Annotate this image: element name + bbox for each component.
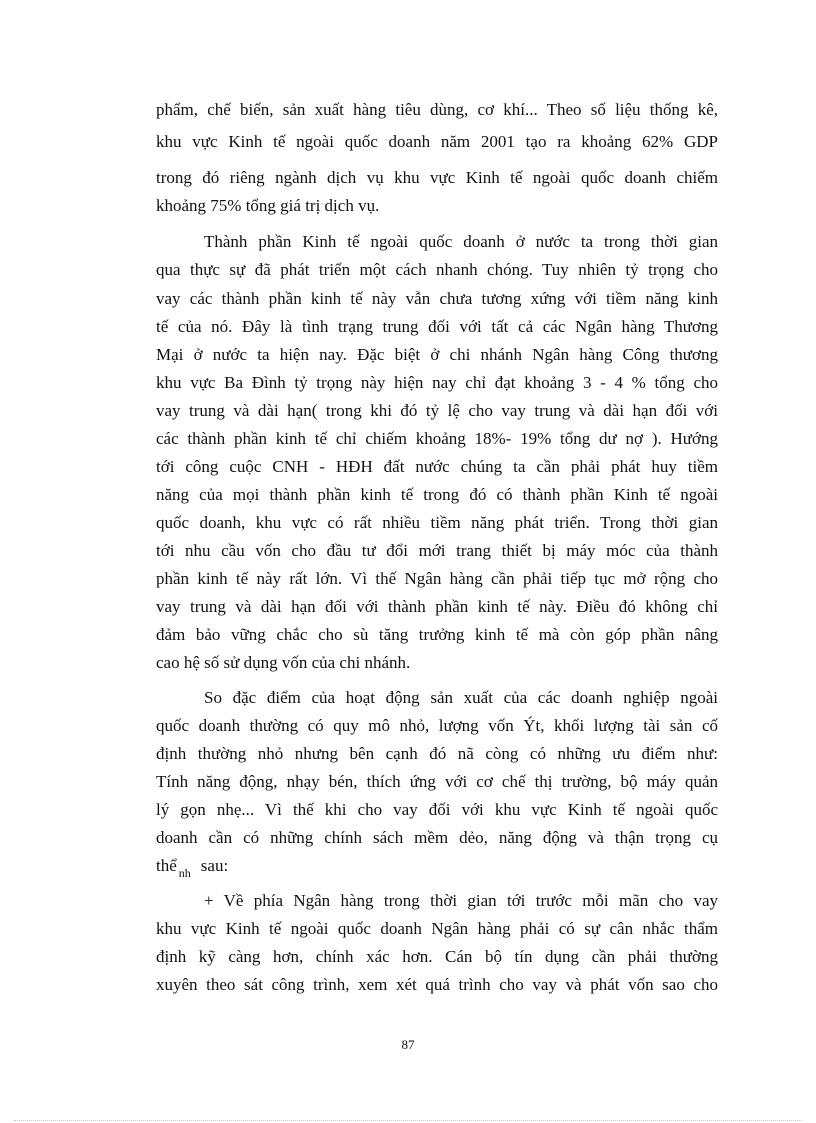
text-line: khu vực Ba Đình tỷ trọng này hiện nay chỉ đạt khoảng 3 - 4 % tổng cho xyxy=(156,373,718,392)
text-line xyxy=(156,855,718,878)
text-line: khu vực Kinh tế ngoài quốc doanh Ngân hàng phải có sự cân nhắc thẩm xyxy=(156,919,718,938)
text-line: qua thực sự đã phát triển một cách nhanh chóng. Tuy nhiên tỷ trọng cho xyxy=(156,260,718,279)
text-line: định thường nhỏ nhưng bên cạnh đó nã còng có những ưu điểm như: xyxy=(156,744,718,763)
text-fragment: thể xyxy=(156,856,177,875)
text-line: năng của mọi thành phần kinh tế trong đó có thành phần Kinh tế ngoài xyxy=(156,485,718,504)
text-line: định kỹ càng hơn, chính xác hơn. Cán bộ tín dụng cần phải thường xyxy=(156,947,718,966)
text-line: vay các thành phần kinh tế này vẫn chưa tương xứng với tiềm năng kinh xyxy=(156,289,718,308)
text-line: vay trung và dài hạn đối với thành phần kinh tế này. Điều đó không chỉ xyxy=(156,597,718,616)
text-line: So đặc điểm của hoạt động sản xuất của các doanh nghiệp ngoài xyxy=(204,688,718,707)
page-bottom-divider xyxy=(14,1120,802,1121)
text-line: + Về phía Ngân hàng trong thời gian tới trước mỗi mãn cho vay xyxy=(204,891,718,910)
text-line: quốc doanh thường có quy mô nhỏ, lượng vốn Ýt, khối lượng tài sản cố xyxy=(156,716,718,735)
text-line: khoảng 75% tổng giá trị dịch vụ. xyxy=(156,196,380,215)
text-line: Tính năng động, nhạy bén, thích ứng với cơ chế thị trường, bộ máy quản xyxy=(156,772,718,791)
text-fragment: sau: xyxy=(200,856,229,875)
text-line: tế của nó. Đây là tình trạng trung đối với tất cả các Ngân hàng Thương xyxy=(156,317,718,336)
text-line: quốc doanh, khu vực có rất nhiều tiềm năng phát triển. Trong thời gian xyxy=(156,513,718,532)
text-line: vay trung và dài hạn( trong khi đó tỷ lệ cho vay trung và dài hạn đối với xyxy=(156,401,718,420)
text-line: các thành phần kinh tế chỉ chiếm khoảng 18%- 19% tổng dư nợ ). Hướng xyxy=(156,429,718,448)
text-line: phẩm, chế biến, sản xuất hàng tiêu dùng, cơ khí... Theo số liệu thống kê, xyxy=(156,100,718,119)
text-line: tới công cuộc CNH - HĐH đất nước chúng ta cần phải phát huy tiềm xyxy=(156,457,718,476)
text-line: cao hệ số sử dụng vốn của chi nhánh. xyxy=(156,653,411,672)
page-number: 87 xyxy=(401,1037,415,1052)
text-line: khu vực Kinh tế ngoài quốc doanh năm 2001 tạo ra khoảng 62% GDP xyxy=(156,132,718,151)
text-line: lý gọn nhẹ... Vì thế khi cho vay đối với khu vực Kinh tế ngoài quốc xyxy=(156,800,718,819)
text-line: Mại ở nước ta hiện nay. Đặc biệt ở chi nhánh Ngân hàng Công thương xyxy=(156,345,718,364)
text-line: xuyên theo sát công trình, xem xét quá trình cho vay và phát vốn sao cho xyxy=(156,975,718,994)
text-line: tới nhu cầu vốn cho đầu tư đổi mới trang thiết bị máy móc của thành xyxy=(156,541,718,560)
text-line: trong đó riêng ngành dịch vụ khu vực Kinh tế ngoài quốc doanh chiếm xyxy=(156,168,718,187)
text-line: phần kinh tế này rất lớn. Vì thế Ngân hàng cần phải tiếp tục mở rộng cho xyxy=(156,569,718,588)
text-line: đảm bảo vững chắc cho sù tăng trưởng kinh tế mà còn góp phần nâng xyxy=(156,625,718,644)
text-line: Thành phần Kinh tế ngoài quốc doanh ở nước ta trong thời gian xyxy=(204,232,718,251)
subscript-fragment: nh xyxy=(178,866,191,880)
text-line: doanh cần có những chính sách mềm dẻo, năng động và thận trọng cụ xyxy=(156,828,718,847)
